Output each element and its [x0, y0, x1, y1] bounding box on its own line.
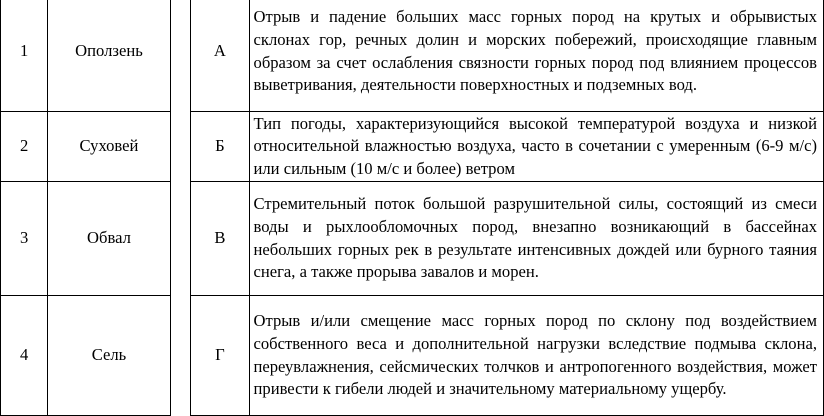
definition-letter: В	[191, 182, 249, 296]
definition-cell: Отрыв и/или смещение масс горных пород по склону под воздействием собственного веса и дополнительной нагрузки вследствие подмыва склона, переувлажнения, сейсмических толчков и антропогенного воздействия, может привести к гибели людей и значительному материальному ущербу.	[249, 296, 823, 416]
term-cell: Обвал	[48, 182, 170, 296]
spacer-cell	[170, 0, 191, 112]
term-cell: Сель	[48, 296, 170, 416]
spacer-cell	[170, 296, 191, 416]
definition-cell: Стремительный поток большой разрушительной силы, состоящий из смеси воды и рыхлообломочных пород, внезапно возникающий в бассейнах небольших горных рек в результате интенсивных дождей или бурного таяния снега, а также прорыва завалов и морен.	[249, 182, 823, 296]
row-number: 1	[1, 0, 48, 112]
definition-letter: А	[191, 0, 249, 112]
definition-letter: Г	[191, 296, 249, 416]
row-number: 4	[1, 296, 48, 416]
table-row	[1, 0, 824, 112]
table-row	[1, 182, 824, 296]
definition-cell: Отрыв и падение больших масс горных пород на крутых и обрывистых склонах гор, речных долин и морских побережий, происходящие главным образом за счет ослабления связности горных пород под влиянием процессов выветривания, деятельности поверхностных и подземных вод.	[249, 0, 823, 112]
spacer-cell	[170, 112, 191, 182]
term-cell: Оползень	[48, 0, 170, 112]
row-number: 3	[1, 182, 48, 296]
definition-cell: Тип погоды, характеризующийся высокой температурой воздуха и низкой относительной влажностью воздуха, часто в сочетании с умеренным (6-9 м/с) или сильным (10 м/с и более) ветром	[249, 112, 823, 182]
table-row	[1, 296, 824, 416]
row-number: 2	[1, 112, 48, 182]
table-row	[1, 112, 824, 182]
spacer-cell	[170, 182, 191, 296]
term-cell: Суховей	[48, 112, 170, 182]
definition-letter: Б	[191, 112, 249, 182]
